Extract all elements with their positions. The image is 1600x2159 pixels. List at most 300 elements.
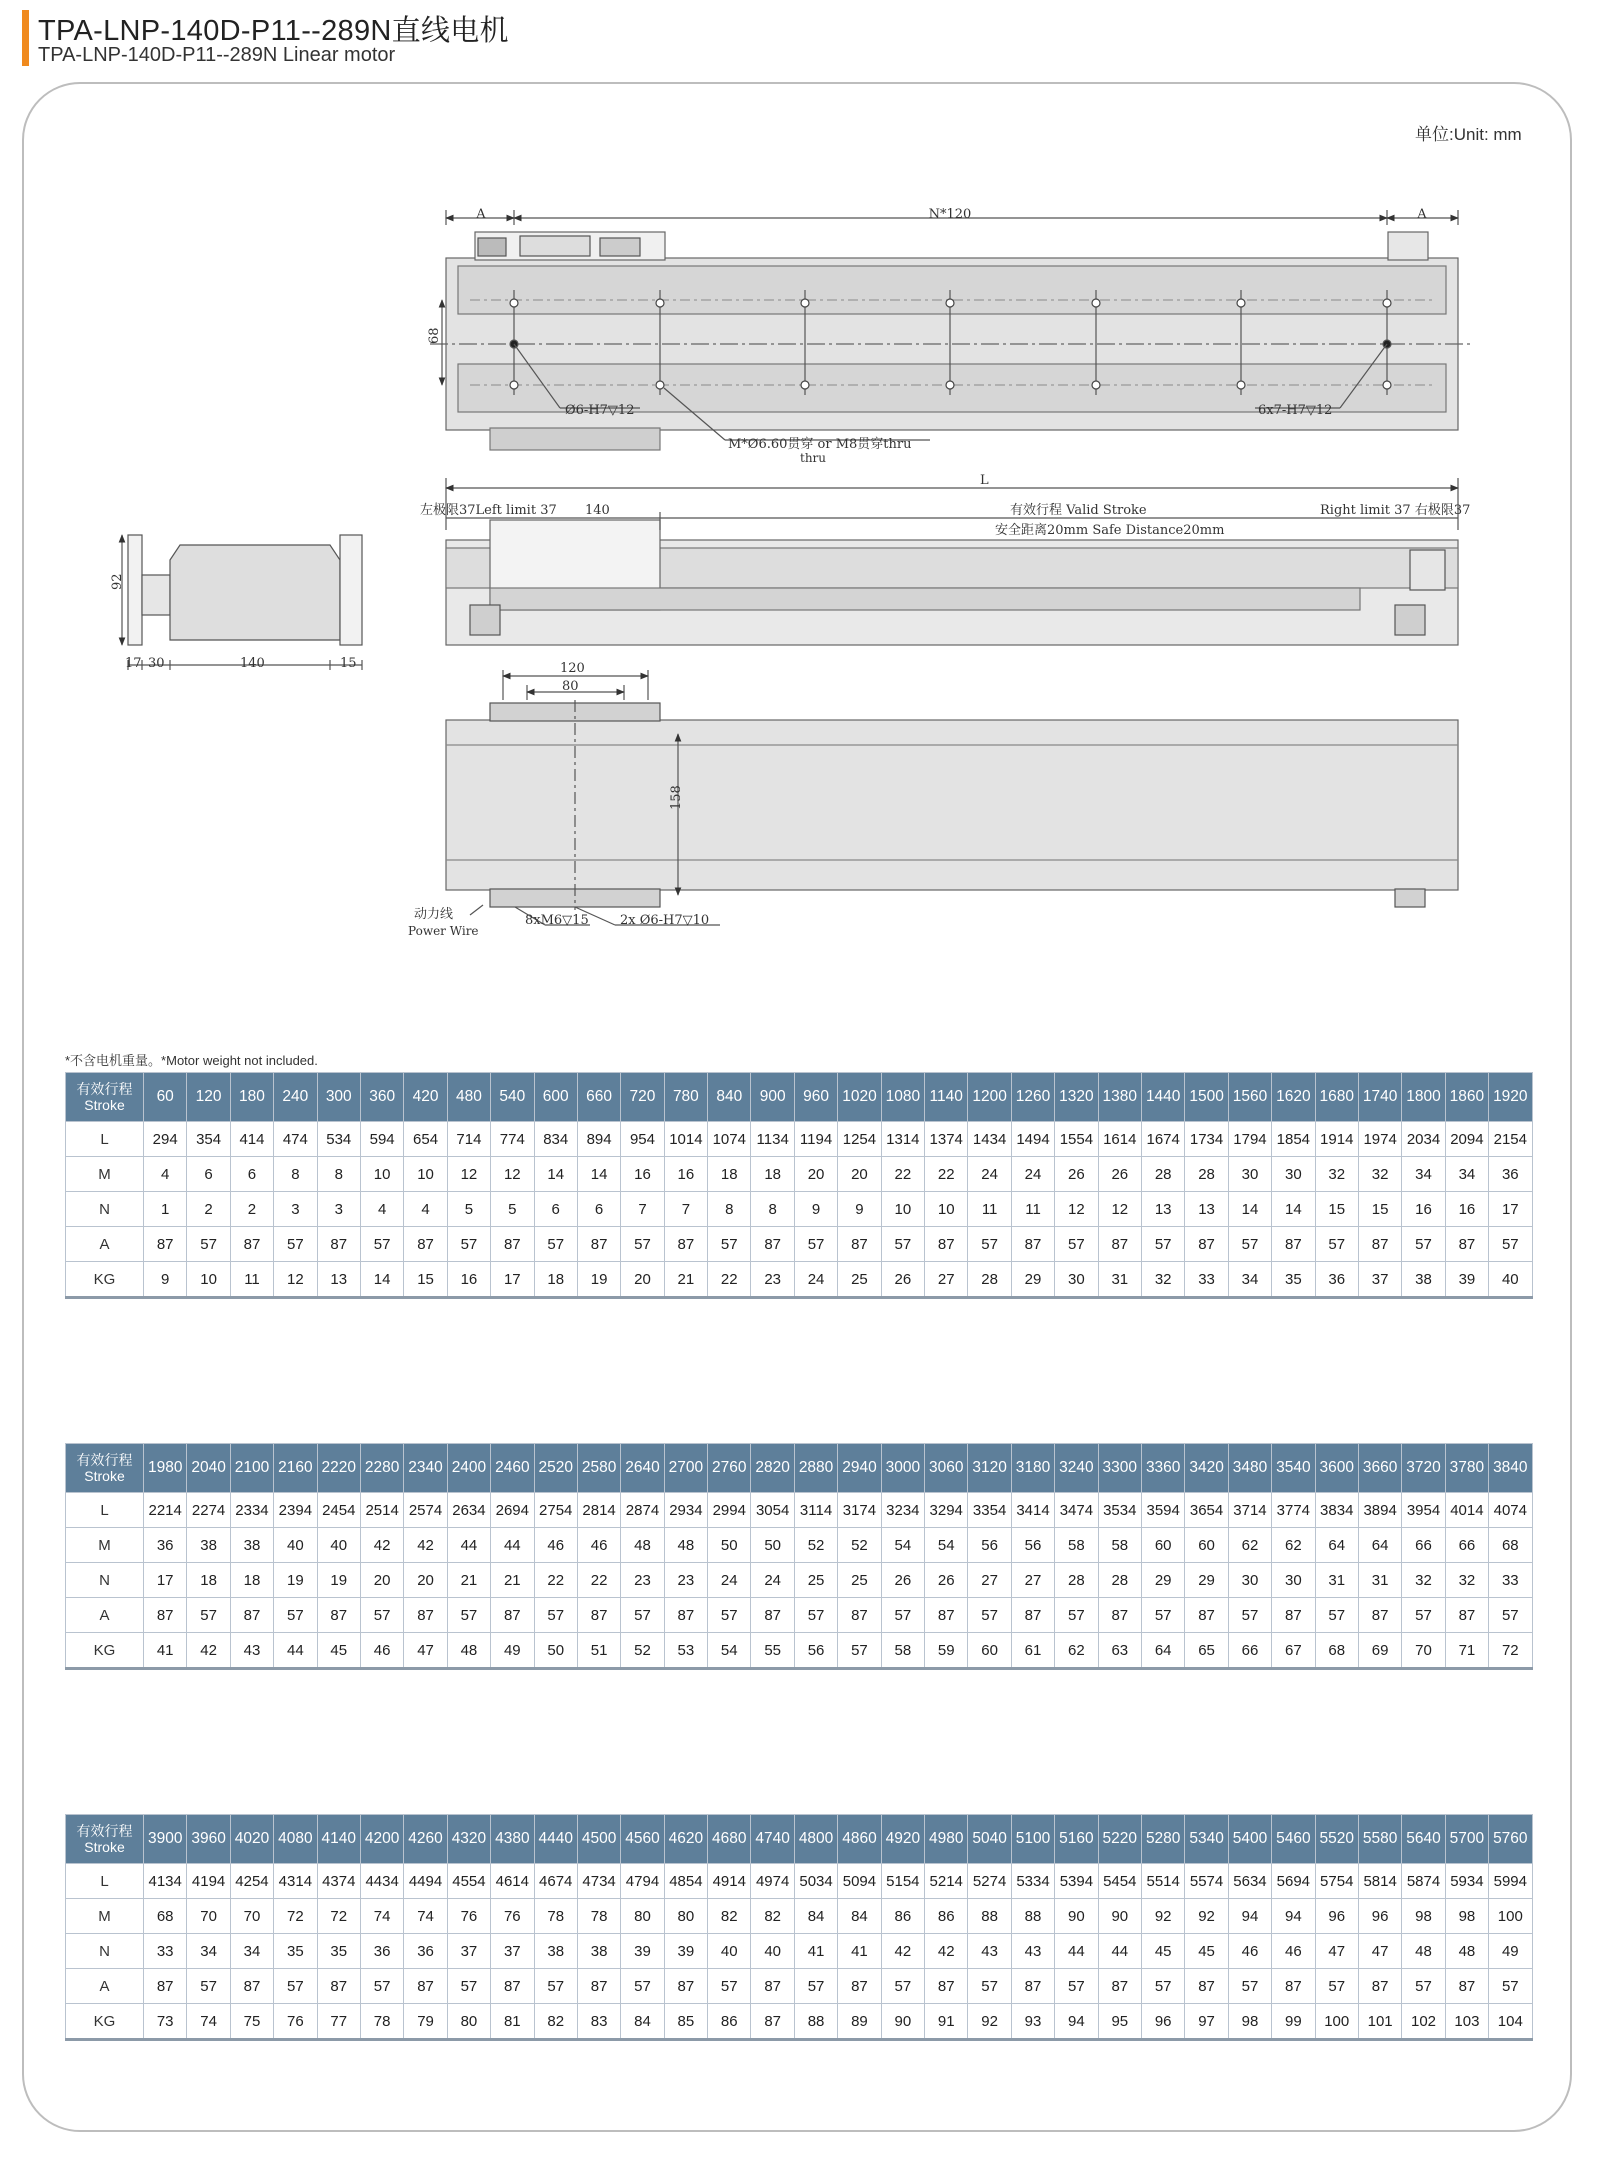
table-cell: 16 bbox=[1445, 1192, 1488, 1227]
table-cell: 74 bbox=[404, 1899, 447, 1934]
stroke-header bbox=[66, 1073, 144, 1122]
table-cell: 4914 bbox=[708, 1864, 751, 1899]
table-cell: 90 bbox=[1055, 1899, 1098, 1934]
table-cell: 46 bbox=[577, 1528, 620, 1563]
table-cell: 8 bbox=[317, 1157, 360, 1192]
stroke-value-header: 5400 bbox=[1228, 1815, 1271, 1864]
hole-left-label: Ø6-H7▽12 bbox=[565, 403, 635, 418]
table-cell: 75 bbox=[230, 2004, 273, 2040]
table-cell: 3234 bbox=[881, 1493, 924, 1528]
table-cell: 87 bbox=[751, 1969, 794, 2004]
stroke-value-header: 2100 bbox=[230, 1444, 273, 1493]
table-cell: 85 bbox=[664, 2004, 707, 2040]
stroke-value-header: 1980 bbox=[144, 1444, 187, 1493]
table-cell: 32 bbox=[1445, 1563, 1488, 1598]
table-cell: 87 bbox=[317, 1969, 360, 2004]
table-cell: 26 bbox=[1055, 1157, 1098, 1192]
table-cell: 46 bbox=[534, 1528, 577, 1563]
table-cell: 4074 bbox=[1489, 1493, 1532, 1528]
table-cell: 87 bbox=[317, 1227, 360, 1262]
stroke-value-header: 2760 bbox=[708, 1444, 751, 1493]
stroke-value-header: 600 bbox=[534, 1073, 577, 1122]
table-cell: 24 bbox=[751, 1563, 794, 1598]
safe-distance: 安全距离20mm Safe Distance20mm bbox=[995, 523, 1225, 538]
table-cell: 6 bbox=[230, 1157, 273, 1192]
table-cell: 57 bbox=[621, 1969, 664, 2004]
table-cell: 1554 bbox=[1055, 1122, 1098, 1157]
table-cell: 57 bbox=[968, 1969, 1011, 2004]
table-cell: 48 bbox=[1402, 1934, 1445, 1969]
table-cell: 22 bbox=[881, 1157, 924, 1192]
table-cell: 98 bbox=[1402, 1899, 1445, 1934]
table-cell: 57 bbox=[1228, 1227, 1271, 1262]
table-cell: 3894 bbox=[1358, 1493, 1401, 1528]
table-cell: 103 bbox=[1445, 2004, 1488, 2040]
stroke-header-cn: 有效行程 bbox=[76, 1823, 133, 1839]
table-cell: 57 bbox=[1141, 1227, 1184, 1262]
table-cell: 10 bbox=[187, 1262, 230, 1298]
stroke-value-header: 2820 bbox=[751, 1444, 794, 1493]
table-cell: 32 bbox=[1402, 1563, 1445, 1598]
table-cell: 28 bbox=[1185, 1157, 1228, 1192]
table-cell: 33 bbox=[144, 1934, 187, 1969]
table-cell: 86 bbox=[925, 1899, 968, 1934]
table-cell: 79 bbox=[404, 2004, 447, 2040]
table-cell: 7 bbox=[621, 1192, 664, 1227]
table-cell: 96 bbox=[1315, 1899, 1358, 1934]
stroke-value-header: 3300 bbox=[1098, 1444, 1141, 1493]
table-cell: 44 bbox=[491, 1528, 534, 1563]
stroke-value-header: 5280 bbox=[1141, 1815, 1184, 1864]
table-row bbox=[66, 1934, 1533, 1969]
table-cell: 34 bbox=[1228, 1262, 1271, 1298]
stroke-value-header: 5160 bbox=[1055, 1815, 1098, 1864]
table-cell: 1314 bbox=[881, 1122, 924, 1157]
table-cell: 22 bbox=[925, 1157, 968, 1192]
table-cell: 3294 bbox=[925, 1493, 968, 1528]
stroke-header-cn: 有效行程 bbox=[76, 1081, 133, 1097]
stroke-value-header: 4680 bbox=[708, 1815, 751, 1864]
table-cell: 99 bbox=[1272, 2004, 1315, 2040]
table-cell: 94 bbox=[1228, 1899, 1271, 1934]
row-label: M bbox=[66, 1899, 144, 1934]
row-label: KG bbox=[66, 1633, 144, 1669]
stroke-value-header: 2400 bbox=[447, 1444, 490, 1493]
table-cell: 47 bbox=[1358, 1934, 1401, 1969]
table-cell: 87 bbox=[144, 1598, 187, 1633]
table-cell: 4374 bbox=[317, 1864, 360, 1899]
table-row bbox=[66, 1528, 1533, 1563]
end-view bbox=[122, 535, 362, 670]
table-cell: 42 bbox=[404, 1528, 447, 1563]
stroke-value-header: 120 bbox=[187, 1073, 230, 1122]
table-cell: 57 bbox=[447, 1969, 490, 2004]
table-cell: 48 bbox=[664, 1528, 707, 1563]
table-row bbox=[66, 1157, 1533, 1192]
table-cell: 50 bbox=[751, 1528, 794, 1563]
table-cell: 10 bbox=[925, 1192, 968, 1227]
table-cell: 44 bbox=[1098, 1934, 1141, 1969]
table-cell: 11 bbox=[230, 1262, 273, 1298]
table-cell: 65 bbox=[1185, 1633, 1228, 1669]
table-cell: 41 bbox=[838, 1934, 881, 1969]
screw-label: 8xM6▽15 bbox=[525, 913, 589, 928]
table-cell: 81 bbox=[491, 2004, 534, 2040]
stroke-value-header: 3000 bbox=[881, 1444, 924, 1493]
stroke-value-header: 5520 bbox=[1315, 1815, 1358, 1864]
table-cell: 74 bbox=[360, 1899, 403, 1934]
stroke-value-header: 4020 bbox=[230, 1815, 273, 1864]
stroke-value-header: 1320 bbox=[1055, 1073, 1098, 1122]
table-cell: 20 bbox=[360, 1563, 403, 1598]
table-cell: 50 bbox=[534, 1633, 577, 1669]
table-cell: 84 bbox=[794, 1899, 837, 1934]
table-cell: 654 bbox=[404, 1122, 447, 1157]
spec-table-3 bbox=[65, 1814, 1533, 2041]
table-cell: 87 bbox=[1358, 1969, 1401, 2004]
table-cell: 46 bbox=[1272, 1934, 1315, 1969]
table-cell: 21 bbox=[447, 1563, 490, 1598]
table-cell: 87 bbox=[491, 1598, 534, 1633]
table-cell: 32 bbox=[1358, 1157, 1401, 1192]
table-cell: 3354 bbox=[968, 1493, 1011, 1528]
table-cell: 56 bbox=[1011, 1528, 1054, 1563]
table-cell: 87 bbox=[1011, 1227, 1054, 1262]
bottom-view bbox=[446, 670, 1458, 925]
table-row bbox=[66, 1864, 1533, 1899]
table-cell: 57 bbox=[794, 1598, 837, 1633]
table-cell: 4434 bbox=[360, 1864, 403, 1899]
table-cell: 2634 bbox=[447, 1493, 490, 1528]
table-cell: 14 bbox=[577, 1157, 620, 1192]
table-cell: 59 bbox=[925, 1633, 968, 1669]
table-cell: 16 bbox=[1402, 1192, 1445, 1227]
stroke-value-header: 1080 bbox=[881, 1073, 924, 1122]
table-cell: 5934 bbox=[1445, 1864, 1488, 1899]
table-cell: 1 bbox=[144, 1192, 187, 1227]
table-cell: 12 bbox=[1098, 1192, 1141, 1227]
stroke-value-header: 5640 bbox=[1402, 1815, 1445, 1864]
table-cell: 2334 bbox=[230, 1493, 273, 1528]
stroke-value-header: 2220 bbox=[317, 1444, 360, 1493]
table-cell: 87 bbox=[1011, 1969, 1054, 2004]
table-cell: 57 bbox=[534, 1598, 577, 1633]
stroke-value-header: 3060 bbox=[925, 1444, 968, 1493]
table-cell: 64 bbox=[1315, 1528, 1358, 1563]
stroke-value-header: 3960 bbox=[187, 1815, 230, 1864]
row-label: N bbox=[66, 1563, 144, 1598]
table-cell: 44 bbox=[447, 1528, 490, 1563]
dim-n: N*120 bbox=[928, 207, 972, 222]
stroke-value-header: 1800 bbox=[1402, 1073, 1445, 1122]
table-cell: 57 bbox=[187, 1598, 230, 1633]
table-cell: 37 bbox=[491, 1934, 534, 1969]
stroke-value-header: 5460 bbox=[1272, 1815, 1315, 1864]
stroke-value-header: 720 bbox=[621, 1073, 664, 1122]
table-cell: 64 bbox=[1358, 1528, 1401, 1563]
table-cell: 34 bbox=[230, 1934, 273, 1969]
table-cell: 31 bbox=[1098, 1262, 1141, 1298]
table-cell: 70 bbox=[187, 1899, 230, 1934]
table-cell: 53 bbox=[664, 1633, 707, 1669]
table-cell: 6 bbox=[187, 1157, 230, 1192]
table-cell: 87 bbox=[1098, 1969, 1141, 2004]
table-cell: 8 bbox=[708, 1192, 751, 1227]
table-cell: 5 bbox=[447, 1192, 490, 1227]
stroke-value-header: 900 bbox=[751, 1073, 794, 1122]
table-cell: 57 bbox=[187, 1227, 230, 1262]
table-cell: 89 bbox=[838, 2004, 881, 2040]
table-cell: 48 bbox=[447, 1633, 490, 1669]
stroke-value-header: 2700 bbox=[664, 1444, 707, 1493]
spec-table-2 bbox=[65, 1443, 1533, 1670]
table-cell: 35 bbox=[317, 1934, 360, 1969]
table-cell: 40 bbox=[1489, 1262, 1532, 1298]
table-cell: 5514 bbox=[1141, 1864, 1184, 1899]
table-cell: 46 bbox=[1228, 1934, 1271, 1969]
table-cell: 18 bbox=[534, 1262, 577, 1298]
table-cell: 5634 bbox=[1228, 1864, 1271, 1899]
table-cell: 70 bbox=[1402, 1633, 1445, 1669]
dim-a-left: A bbox=[476, 207, 486, 222]
stroke-value-header: 2340 bbox=[404, 1444, 447, 1493]
table-cell: 10 bbox=[404, 1157, 447, 1192]
row-label: A bbox=[66, 1227, 144, 1262]
table-cell: 4314 bbox=[274, 1864, 317, 1899]
table-cell: 38 bbox=[1402, 1262, 1445, 1298]
table-cell: 4134 bbox=[144, 1864, 187, 1899]
table-cell: 57 bbox=[274, 1598, 317, 1633]
table-cell: 834 bbox=[534, 1122, 577, 1157]
table-cell: 7 bbox=[664, 1192, 707, 1227]
stroke-value-header: 4980 bbox=[925, 1815, 968, 1864]
table-cell: 94 bbox=[1055, 2004, 1098, 2040]
table-cell: 57 bbox=[187, 1969, 230, 2004]
table-cell: 87 bbox=[1185, 1598, 1228, 1633]
table-cell: 13 bbox=[1141, 1192, 1184, 1227]
table-row bbox=[66, 1227, 1533, 1262]
table-cell: 1434 bbox=[968, 1122, 1011, 1157]
table-cell: 57 bbox=[447, 1227, 490, 1262]
table-cell: 5334 bbox=[1011, 1864, 1054, 1899]
table-cell: 34 bbox=[1402, 1157, 1445, 1192]
table-cell: 73 bbox=[144, 2004, 187, 2040]
table-cell: 38 bbox=[534, 1934, 577, 1969]
table-cell: 64 bbox=[1141, 1633, 1184, 1669]
table-cell: 87 bbox=[838, 1598, 881, 1633]
table-cell: 2994 bbox=[708, 1493, 751, 1528]
table-cell: 2094 bbox=[1445, 1122, 1488, 1157]
table-cell: 3114 bbox=[794, 1493, 837, 1528]
table-row bbox=[66, 1969, 1533, 2004]
table-cell: 16 bbox=[664, 1157, 707, 1192]
unit-label: 单位:Unit: mm bbox=[1415, 125, 1522, 144]
table-cell: 2394 bbox=[274, 1493, 317, 1528]
table-cell: 67 bbox=[1272, 1633, 1315, 1669]
table-cell: 45 bbox=[317, 1633, 360, 1669]
table-cell: 68 bbox=[1315, 1633, 1358, 1669]
row-label: M bbox=[66, 1157, 144, 1192]
table-cell: 58 bbox=[881, 1633, 924, 1669]
table-cell: 3954 bbox=[1402, 1493, 1445, 1528]
stroke-value-header: 1200 bbox=[968, 1073, 1011, 1122]
row-label: N bbox=[66, 1192, 144, 1227]
stroke-value-header: 1380 bbox=[1098, 1073, 1141, 1122]
table-cell: 92 bbox=[1141, 1899, 1184, 1934]
table-cell: 87 bbox=[491, 1227, 534, 1262]
table-cell: 86 bbox=[881, 1899, 924, 1934]
table-cell: 87 bbox=[664, 1598, 707, 1633]
table-cell: 95 bbox=[1098, 2004, 1141, 2040]
table-cell: 57 bbox=[274, 1969, 317, 2004]
table-cell: 36 bbox=[1315, 1262, 1358, 1298]
stroke-value-header: 4620 bbox=[664, 1815, 707, 1864]
stroke-value-header: 3900 bbox=[144, 1815, 187, 1864]
table-cell: 57 bbox=[794, 1227, 837, 1262]
stroke-value-header: 2160 bbox=[274, 1444, 317, 1493]
table-cell: 30 bbox=[1228, 1563, 1271, 1598]
stroke-value-header: 3840 bbox=[1489, 1444, 1532, 1493]
table-cell: 4 bbox=[404, 1192, 447, 1227]
table-cell: 5274 bbox=[968, 1864, 1011, 1899]
table-cell: 66 bbox=[1445, 1528, 1488, 1563]
table-cell: 534 bbox=[317, 1122, 360, 1157]
stroke-value-header: 2880 bbox=[794, 1444, 837, 1493]
table-cell: 12 bbox=[274, 1262, 317, 1298]
table-cell: 14 bbox=[1272, 1192, 1315, 1227]
table-cell: 47 bbox=[1315, 1934, 1358, 1969]
stroke-value-header: 5760 bbox=[1489, 1815, 1532, 1864]
table-cell: 56 bbox=[794, 1633, 837, 1669]
stroke-value-header: 3600 bbox=[1315, 1444, 1358, 1493]
table-cell: 3 bbox=[274, 1192, 317, 1227]
table-cell: 33 bbox=[1489, 1563, 1532, 1598]
table-cell: 60 bbox=[1185, 1528, 1228, 1563]
table-cell: 80 bbox=[664, 1899, 707, 1934]
table-cell: 87 bbox=[1358, 1598, 1401, 1633]
table-cell: 57 bbox=[274, 1227, 317, 1262]
table-cell: 40 bbox=[317, 1528, 360, 1563]
table-cell: 36 bbox=[144, 1528, 187, 1563]
table-cell: 57 bbox=[621, 1227, 664, 1262]
end-dim-30: 30 bbox=[148, 656, 165, 671]
table-cell: 87 bbox=[1445, 1227, 1488, 1262]
stroke-value-header: 5580 bbox=[1358, 1815, 1401, 1864]
stroke-value-header: 540 bbox=[491, 1073, 534, 1122]
end-dim-17: 17 bbox=[125, 656, 142, 671]
stroke-value-header: 4800 bbox=[794, 1815, 837, 1864]
table-cell: 87 bbox=[317, 1598, 360, 1633]
stroke-value-header: 180 bbox=[230, 1073, 273, 1122]
table-cell: 82 bbox=[708, 1899, 751, 1934]
table-cell: 76 bbox=[447, 1899, 490, 1934]
table-cell: 87 bbox=[838, 1227, 881, 1262]
end-dim-15: 15 bbox=[340, 656, 357, 671]
table-cell: 49 bbox=[1489, 1934, 1532, 1969]
table-cell: 104 bbox=[1489, 2004, 1532, 2040]
stroke-header bbox=[66, 1444, 144, 1493]
table-cell: 36 bbox=[404, 1934, 447, 1969]
table-cell: 39 bbox=[621, 1934, 664, 1969]
table-cell: 60 bbox=[1141, 1528, 1184, 1563]
table-cell: 2574 bbox=[404, 1493, 447, 1528]
table-cell: 44 bbox=[274, 1633, 317, 1669]
table-cell: 87 bbox=[925, 1598, 968, 1633]
table-cell: 57 bbox=[1402, 1598, 1445, 1633]
stroke-value-header: 4560 bbox=[621, 1815, 664, 1864]
table-cell: 87 bbox=[838, 1969, 881, 2004]
table-cell: 57 bbox=[838, 1633, 881, 1669]
table-cell: 3 bbox=[317, 1192, 360, 1227]
stroke-value-header: 1020 bbox=[838, 1073, 881, 1122]
stroke-value-header: 4200 bbox=[360, 1815, 403, 1864]
table-header-row bbox=[66, 1073, 1533, 1122]
table-cell: 41 bbox=[794, 1934, 837, 1969]
stroke-value-header: 3720 bbox=[1402, 1444, 1445, 1493]
table-cell: 57 bbox=[534, 1969, 577, 2004]
end-dim-140: 140 bbox=[240, 656, 265, 671]
table-cell: 49 bbox=[491, 1633, 534, 1669]
row-label: KG bbox=[66, 2004, 144, 2040]
table-cell: 5754 bbox=[1315, 1864, 1358, 1899]
stroke-value-header: 4500 bbox=[577, 1815, 620, 1864]
table-cell: 37 bbox=[447, 1934, 490, 1969]
valid-stroke: 有效行程 Valid Stroke bbox=[1010, 503, 1147, 518]
table-cell: 35 bbox=[1272, 1262, 1315, 1298]
table-cell: 31 bbox=[1315, 1563, 1358, 1598]
table-cell: 2814 bbox=[577, 1493, 620, 1528]
table-cell: 100 bbox=[1489, 1899, 1532, 1934]
table-cell: 1854 bbox=[1272, 1122, 1315, 1157]
table-cell: 3174 bbox=[838, 1493, 881, 1528]
stroke-value-header: 4080 bbox=[274, 1815, 317, 1864]
table-cell: 87 bbox=[1358, 1227, 1401, 1262]
stroke-value-header: 480 bbox=[447, 1073, 490, 1122]
table-cell: 1074 bbox=[708, 1122, 751, 1157]
table-cell: 43 bbox=[230, 1633, 273, 1669]
dim-68: 68 bbox=[427, 327, 442, 344]
table-cell: 4 bbox=[360, 1192, 403, 1227]
table-cell: 29 bbox=[1185, 1563, 1228, 1598]
row-label: A bbox=[66, 1598, 144, 1633]
stroke-header-cn: 有效行程 bbox=[76, 1452, 133, 1468]
stroke-header-en: Stroke bbox=[84, 1097, 125, 1113]
table-cell: 61 bbox=[1011, 1633, 1054, 1669]
page-title: TPA-LNP-140D-P11--289N直线电机 bbox=[38, 15, 509, 47]
stroke-value-header: 1260 bbox=[1011, 1073, 1054, 1122]
side-dim-l: L bbox=[980, 473, 989, 488]
table-cell: 58 bbox=[1098, 1528, 1141, 1563]
table-cell: 19 bbox=[274, 1563, 317, 1598]
stroke-value-header: 780 bbox=[664, 1073, 707, 1122]
table-cell: 87 bbox=[1272, 1227, 1315, 1262]
table-cell: 2 bbox=[187, 1192, 230, 1227]
table-cell: 57 bbox=[1489, 1598, 1532, 1633]
stroke-value-header: 660 bbox=[577, 1073, 620, 1122]
table-cell: 57 bbox=[1228, 1598, 1271, 1633]
table-cell: 91 bbox=[925, 2004, 968, 2040]
table-cell: 25 bbox=[838, 1262, 881, 1298]
stroke-value-header: 1860 bbox=[1445, 1073, 1488, 1122]
stroke-value-header: 3780 bbox=[1445, 1444, 1488, 1493]
bottom-dim-120: 120 bbox=[560, 661, 585, 676]
table-cell: 66 bbox=[1402, 1528, 1445, 1563]
stroke-value-header: 1140 bbox=[925, 1073, 968, 1122]
table-cell: 87 bbox=[1445, 1969, 1488, 2004]
row-label: KG bbox=[66, 1262, 144, 1298]
table-cell: 87 bbox=[925, 1227, 968, 1262]
table-cell: 87 bbox=[925, 1969, 968, 2004]
